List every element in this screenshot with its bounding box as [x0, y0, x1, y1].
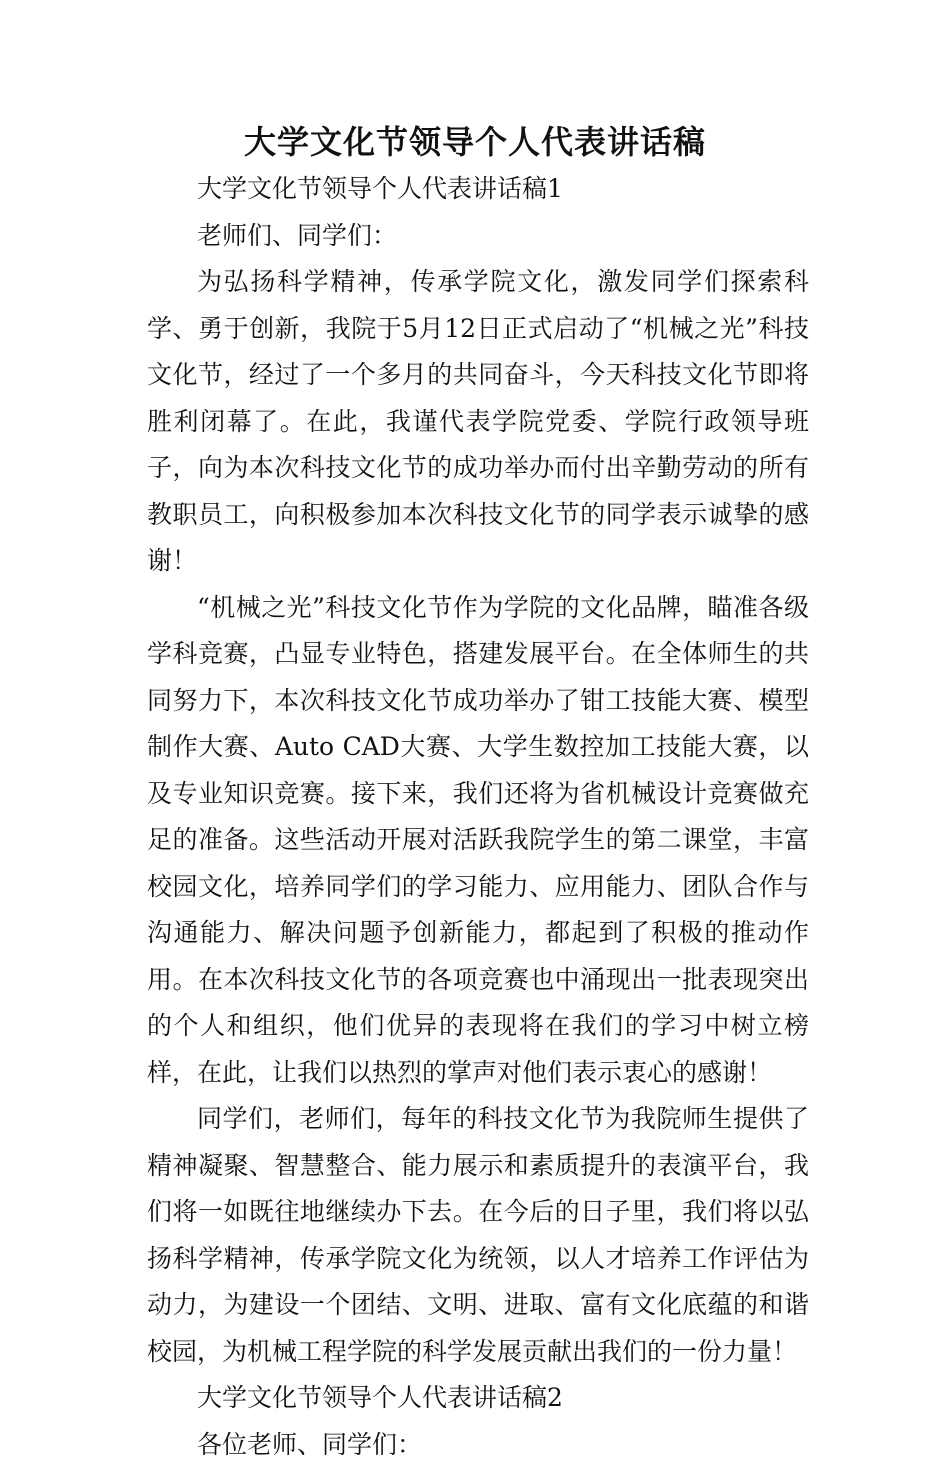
paragraph-1: 为弘扬科学精神，传承学院文化，激发同学们探索科学、勇于创新，我院于5月12日正式启动了“机械之光”科技文化节，经过了一个多月的共同奋斗，今天科技文化节即将胜利闭幕了。在此，我谨代表学院党委、学院行政领导班子，向为本次科技文化节的成功举办而付出辛勤劳动的所有教职员工，向积极参加本次科技文化节的同学表示诚挚的感谢！: [147, 259, 809, 585]
section-heading-2: 大学文化节领导个人代表讲话稿2: [147, 1375, 809, 1422]
salutation-1: 老师们、同学们：: [147, 213, 809, 260]
document-title: 大学文化节领导个人代表讲话稿: [0, 118, 950, 166]
salutation-2: 各位老师、同学们：: [147, 1422, 809, 1468]
document-body: [147, 166, 809, 1468]
section-heading-1: 大学文化节领导个人代表讲话稿1: [147, 166, 809, 213]
paragraph-2: “机械之光”科技文化节作为学院的文化品牌，瞄准各级学科竞赛，凸显专业特色，搭建发展平台。在全体师生的共同努力下，本次科技文化节成功举办了钳工技能大赛、模型制作大赛、Auto CAD大赛、大学生数控加工技能大赛，以及专业知识竞赛。接下来，我们还将为省机械设计竞赛做充足的准备。这些活动开展对活跃我院学生的第二课堂，丰富校园文化，培养同学们的学习能力、应用能力、团队合作与沟通能力、解决问题予创新能力，都起到了积极的推动作用。在本次科技文化节的各项竞赛也中涌现出一批表现突出的个人和组织，他们优异的表现将在我们的学习中树立榜样，在此，让我们以热烈的掌声对他们表示衷心的感谢！: [147, 585, 809, 1097]
paragraph-3: 同学们，老师们，每年的科技文化节为我院师生提供了精神凝聚、智慧整合、能力展示和素质提升的表演平台，我们将一如既往地继续办下去。在今后的日子里，我们将以弘扬科学精神，传承学院文化为统领，以人才培养工作评估为动力，为建设一个团结、文明、进取、富有文化底蕴的和谐校园，为机械工程学院的科学发展贡献出我们的一份力量！: [147, 1096, 809, 1375]
